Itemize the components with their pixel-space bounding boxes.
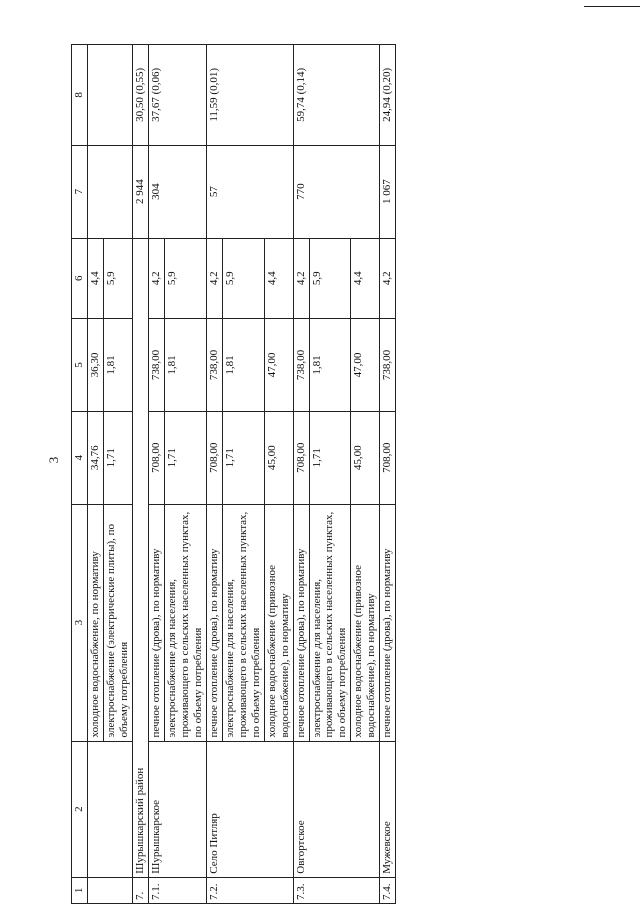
header-cell-7: 7 bbox=[72, 145, 88, 238]
tariff-prev-cell: 45,00 bbox=[351, 411, 380, 504]
tariff-prev-cell: 708,00 bbox=[206, 411, 222, 504]
table-rotated bbox=[71, 44, 551, 904]
tariff-new-cell: 1,81 bbox=[164, 319, 206, 412]
tariff-new-cell: 1,81 bbox=[103, 319, 132, 412]
service-cell: электроснабжение для населения, проживающего в сельских населенных пунктах, по объему потребления bbox=[164, 504, 206, 741]
tariff-prev-cell: 708,00 bbox=[293, 411, 309, 504]
service-cell: печное отопление (дрова), по нормативу bbox=[380, 504, 396, 741]
growth-cell: 4,4 bbox=[87, 238, 103, 318]
page-number: 3 bbox=[46, 456, 61, 464]
population-cell: 304 bbox=[148, 145, 206, 238]
header-cell-3: 3 bbox=[72, 504, 88, 741]
population-cell: 57 bbox=[206, 145, 293, 238]
tariff-new-cell: 738,00 bbox=[148, 319, 164, 412]
payment-cell: 59,74 (0,14) bbox=[293, 45, 380, 146]
growth-cell: 5,9 bbox=[103, 238, 132, 318]
tariff-new-cell: 738,00 bbox=[293, 319, 309, 412]
payment-cell: 37,67 (0,06) bbox=[148, 45, 206, 146]
growth-cell: 4,4 bbox=[264, 238, 293, 318]
table-row bbox=[87, 45, 103, 904]
header-cell-6: 6 bbox=[72, 238, 88, 318]
district-no: 7. bbox=[132, 877, 148, 903]
growth-cell: 4,2 bbox=[148, 238, 164, 318]
settlement-no: 7.3. bbox=[293, 877, 380, 903]
tariff-prev-cell: 1,71 bbox=[309, 411, 351, 504]
header-cell-5: 5 bbox=[72, 319, 88, 412]
header-row bbox=[72, 45, 88, 904]
tariff-new-cell: 47,00 bbox=[351, 319, 380, 412]
settlement-no: 7.2. bbox=[206, 877, 293, 903]
payment-cell: 11,59 (0,01) bbox=[206, 45, 293, 146]
payment-cell bbox=[87, 45, 132, 146]
tariff-table bbox=[71, 44, 396, 904]
population-cell: 770 bbox=[293, 145, 380, 238]
population-cell: 1 067 bbox=[380, 145, 396, 238]
table-row bbox=[206, 45, 222, 904]
table-viewport bbox=[71, 44, 551, 904]
name-cell bbox=[87, 741, 132, 877]
tariff-new-cell: 738,00 bbox=[206, 319, 222, 412]
service-cell: холодное водоснабжение (привозное водоснабжение), по нормативу bbox=[351, 504, 380, 741]
service-cell: печное отопление (дрова), по нормативу bbox=[206, 504, 222, 741]
settlement-name: Мужевское bbox=[380, 741, 396, 877]
population-cell bbox=[87, 145, 132, 238]
district-population: 2 944 bbox=[132, 145, 148, 238]
tariff-prev-cell: 1,71 bbox=[103, 411, 132, 504]
service-cell: холодное водоснабжение, по нормативу bbox=[87, 504, 103, 741]
growth-cell: 5,9 bbox=[309, 238, 351, 318]
growth-cell: 4,2 bbox=[380, 238, 396, 318]
service-cell: печное отопление (дрова), по нормативу bbox=[293, 504, 309, 741]
tariff-prev-cell: 708,00 bbox=[148, 411, 164, 504]
header-cell-8: 8 bbox=[72, 45, 88, 146]
header-cell-4: 4 bbox=[72, 411, 88, 504]
service-cell: холодное водоснабжение (привозное водоснабжение), по нормативу bbox=[264, 504, 293, 741]
tariff-new-cell: 47,00 bbox=[264, 319, 293, 412]
table-row bbox=[148, 45, 164, 904]
table-body bbox=[72, 45, 396, 904]
settlement-no: 7.1. bbox=[148, 877, 206, 903]
service-cell: печное отопление (дрова), по нормативу bbox=[148, 504, 164, 741]
top-rule bbox=[584, 6, 640, 7]
growth-cell: 4,2 bbox=[293, 238, 309, 318]
tariff-prev-cell: 708,00 bbox=[380, 411, 396, 504]
tariff-new-cell: 738,00 bbox=[380, 319, 396, 412]
header-cell-2: 2 bbox=[72, 741, 88, 877]
service-cell: электроснабжение для населения, проживающего в сельских населенных пунктах, по объему потребления bbox=[222, 504, 264, 741]
growth-cell: 5,9 bbox=[164, 238, 206, 318]
tariff-prev-cell: 1,71 bbox=[222, 411, 264, 504]
district-name: Шурышкарский район bbox=[132, 238, 148, 877]
header-cell-1: 1 bbox=[72, 877, 88, 903]
settlement-name: Овгортское bbox=[293, 741, 380, 877]
growth-cell: 5,9 bbox=[222, 238, 264, 318]
district-row bbox=[132, 45, 148, 904]
tariff-prev-cell: 1,71 bbox=[164, 411, 206, 504]
tariff-new-cell: 1,81 bbox=[222, 319, 264, 412]
service-cell: электроснабжение (электрические плиты), по объему потребления bbox=[103, 504, 132, 741]
no-cell bbox=[87, 877, 132, 903]
payment-cell: 24,94 (0,20) bbox=[380, 45, 396, 146]
district-payment: 30,50 (0,55) bbox=[132, 45, 148, 146]
tariff-new-cell: 1,81 bbox=[309, 319, 351, 412]
settlement-name: Село Питляр bbox=[206, 741, 293, 877]
settlement-name: Шурышкарское bbox=[148, 741, 206, 877]
table-row bbox=[380, 45, 396, 904]
settlement-no: 7.4. bbox=[380, 877, 396, 903]
tariff-prev-cell: 34,76 bbox=[87, 411, 103, 504]
growth-cell: 4,4 bbox=[351, 238, 380, 318]
tariff-prev-cell: 45,00 bbox=[264, 411, 293, 504]
tariff-new-cell: 36,30 bbox=[87, 319, 103, 412]
growth-cell: 4,2 bbox=[206, 238, 222, 318]
table-row bbox=[293, 45, 309, 904]
service-cell: электроснабжение для населения, проживающего в сельских населенных пунктах, по объему потребления bbox=[309, 504, 351, 741]
